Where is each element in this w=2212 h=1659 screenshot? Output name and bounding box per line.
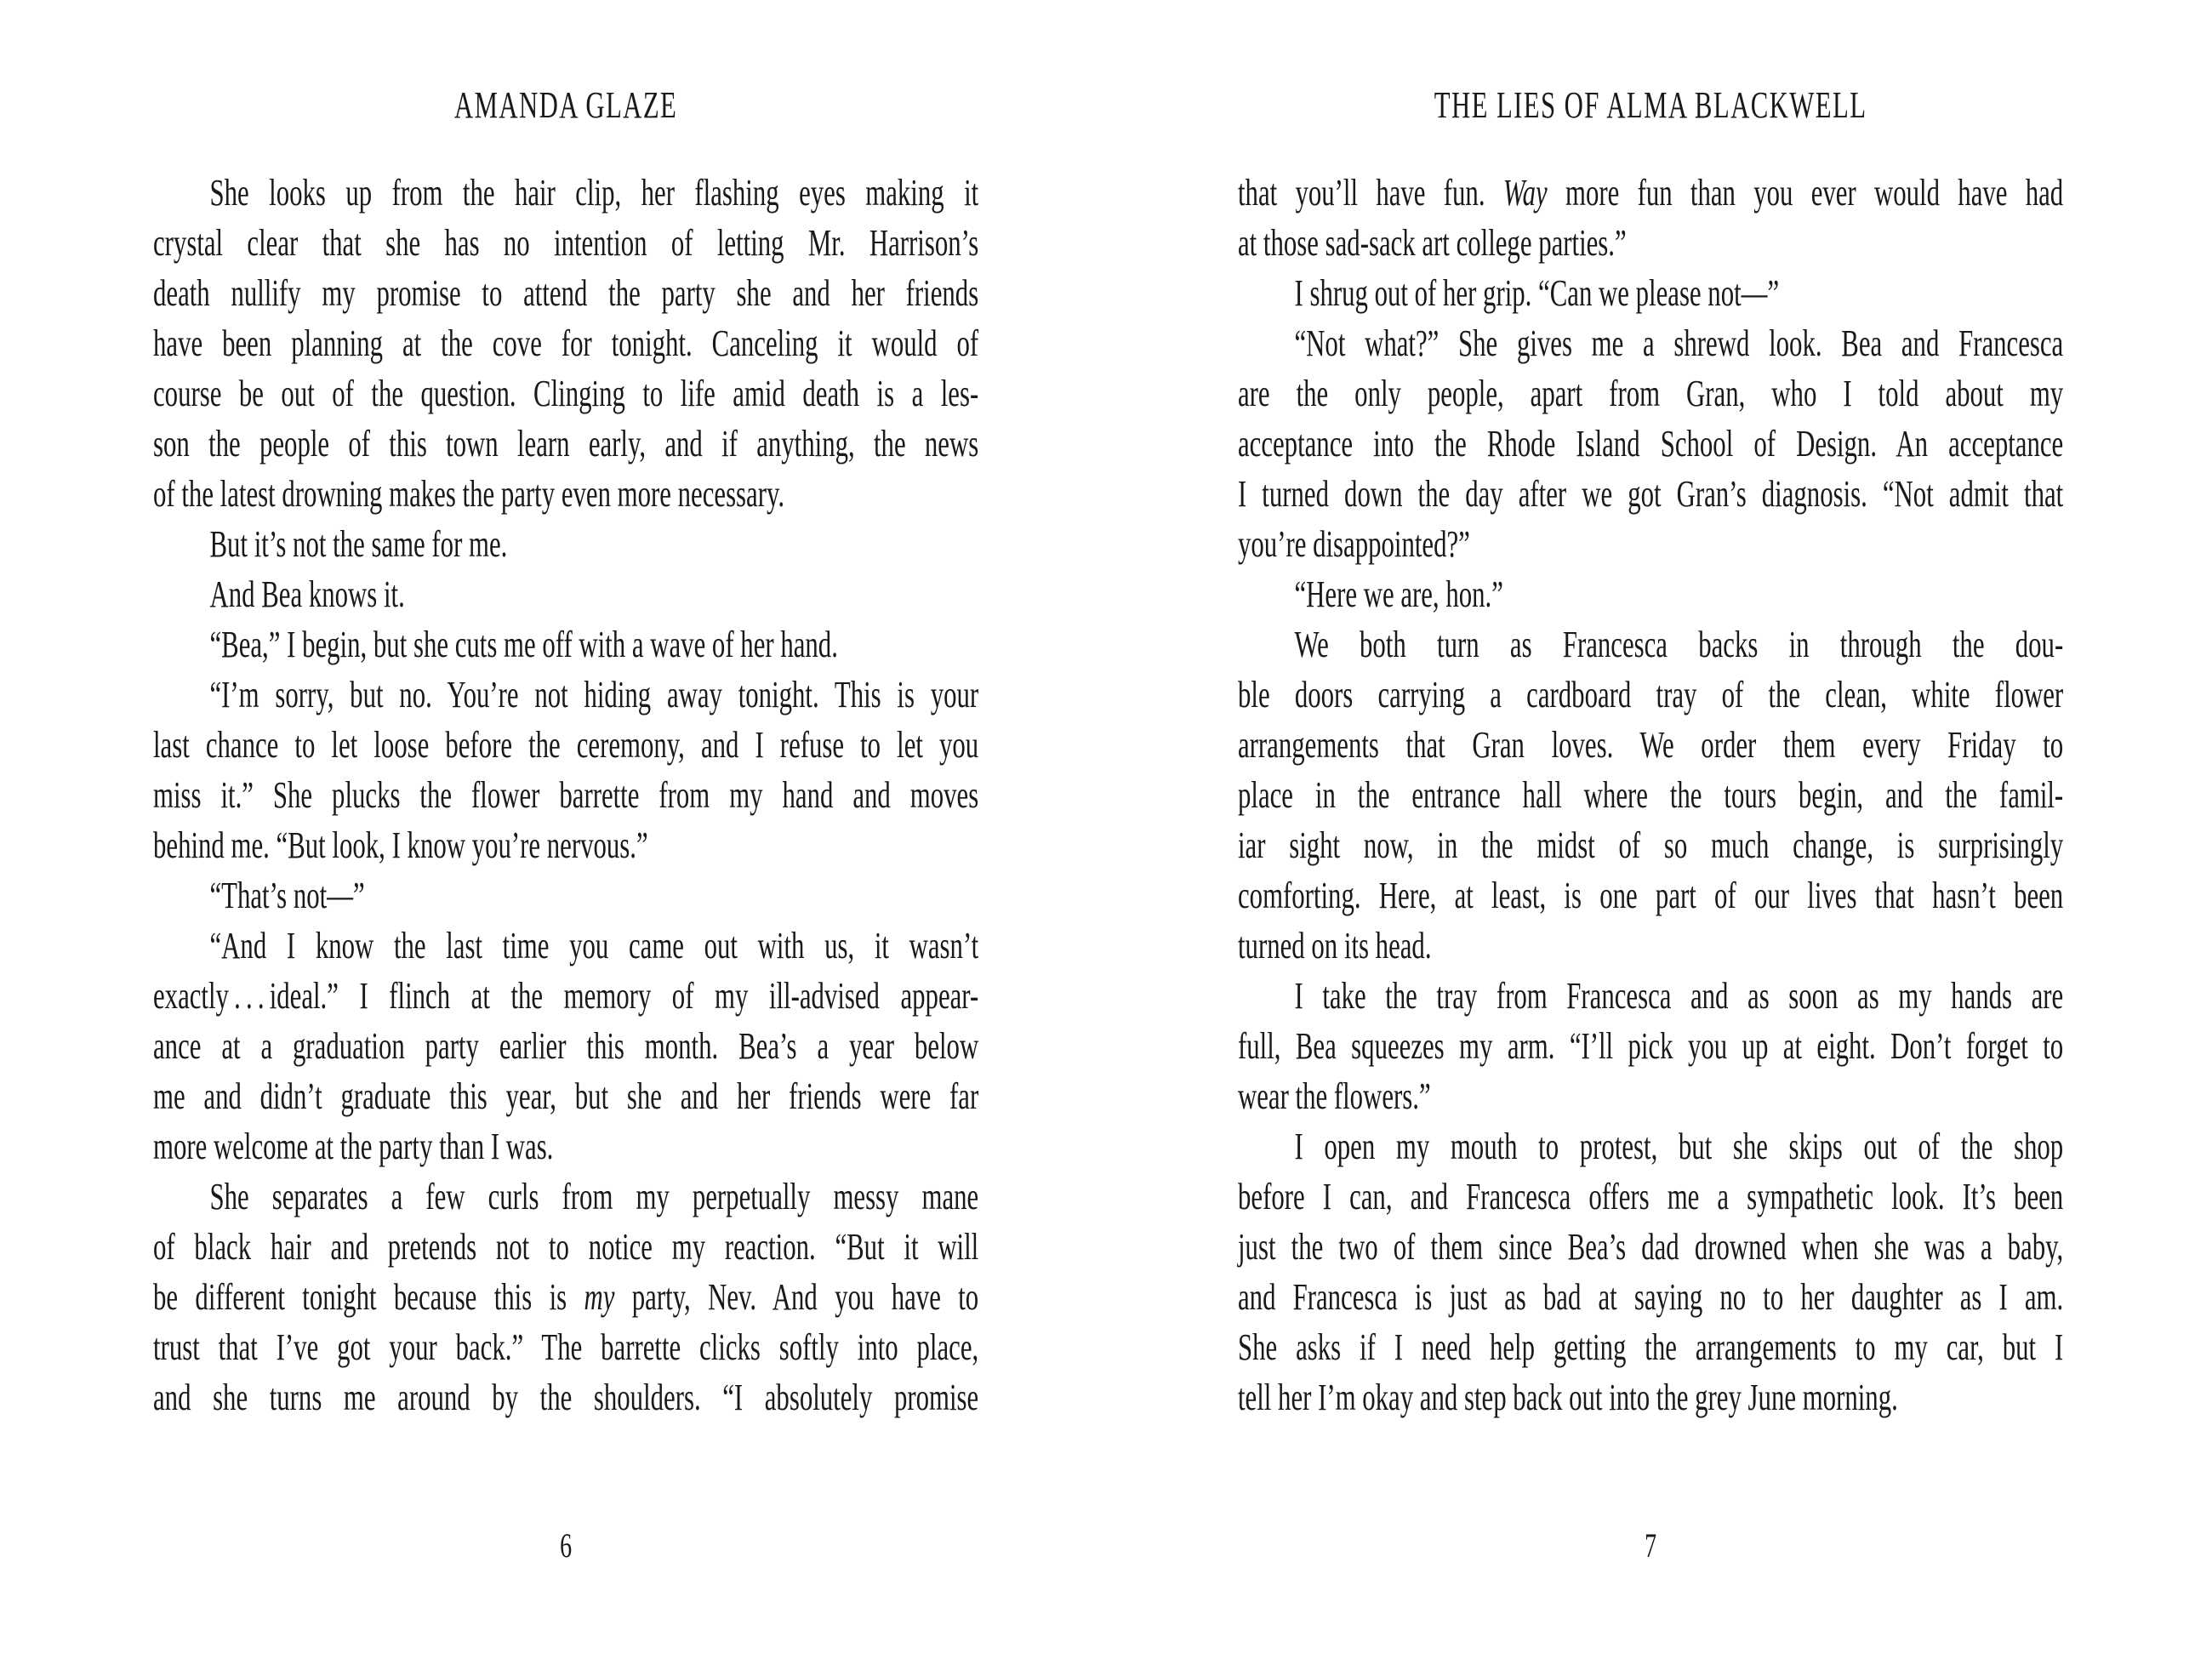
text-line: crystal clear that she has no intention of letting Mr. Harrison’s: [153, 222, 979, 264]
page-right: [1238, 0, 2063, 1659]
text-line: of black hair and pretends not to notice my reaction. “But it will: [153, 1226, 979, 1268]
text-line: But it’s not the same for me.: [209, 523, 508, 565]
text-line: son the people of this town learn early, and if anything, the news: [153, 423, 979, 465]
text-line: arrangements that Gran loves. We order them every Friday to: [1238, 724, 2064, 766]
text-line: turned on its head.: [1238, 925, 1432, 966]
text-line: before I can, and Francesca offers me a sympathetic look. It’s been: [1238, 1176, 2064, 1217]
text-line: She asks if I need help getting the arrangements to my car, but I: [1238, 1326, 2064, 1368]
running-head-title: THE LIES OF ALMA BLACKWELL: [1434, 84, 1867, 126]
text-line: death nullify my promise to attend the party she and her friends: [153, 272, 979, 314]
text-line: behind me. “But look, I know you’re nervous.”: [153, 824, 648, 866]
text-line: She separates a few curls from my perpetually messy mane: [209, 1176, 979, 1217]
text-line: “That’s not—”: [209, 875, 365, 916]
text-line: “And I know the last time you came out with us, it wasn’t: [209, 925, 979, 966]
text-line: “Bea,” I begin, but she cuts me off with a wave of her hand.: [209, 624, 838, 665]
text-line: I open my mouth to protest, but she skips out of the shop: [1294, 1126, 2064, 1167]
text-line: that you’ll have fun. Way more fun than you ever would have had: [1238, 172, 2064, 214]
text-line: trust that I’ve got your back.” The barrette clicks softly into place,: [153, 1326, 979, 1368]
text-line: and she turns me around by the shoulders. “I absolutely promise: [153, 1377, 979, 1418]
text-line: We both turn as Francesca backs in through the dou-: [1294, 624, 2064, 665]
text-line: course be out of the question. Clinging to life amid death is a les-: [153, 373, 979, 414]
page-text-left: [153, 168, 978, 1422]
text-line: She looks up from the hair clip, her flashing eyes making it: [209, 172, 979, 214]
text-line: last chance to let loose before the ceremony, and I refuse to let you: [153, 724, 979, 766]
page-left: [153, 0, 978, 1659]
text-line: acceptance into the Rhode Island School of Design. An acceptance: [1238, 423, 2064, 465]
text-line: and Francesca is just as bad at saying no to her daughter as I am.: [1238, 1276, 2064, 1318]
text-line: “Here we are, hon.”: [1294, 573, 1503, 615]
text-line: ance at a graduation party earlier this month. Bea’s a year below: [153, 1025, 979, 1067]
text-line: are the only people, apart from Gran, who I told about my: [1238, 373, 2064, 414]
text-line: I shrug out of her grip. “Can we please not—”: [1294, 272, 1780, 314]
text-line: more welcome at the party than I was.: [153, 1126, 554, 1167]
text-line: wear the flowers.”: [1238, 1075, 1431, 1117]
text-line: ble doors carrying a cardboard tray of the clean, white flower: [1238, 674, 2064, 715]
page-text-right: [1238, 168, 2063, 1422]
text-line: I take the tray from Francesca and as soon as my hands are: [1294, 975, 2064, 1017]
text-line: full, Bea squeezes my arm. “I’ll pick you up at eight. Don’t forget to: [1238, 1025, 2064, 1067]
text-line: I turned down the day after we got Gran’s diagnosis. “Not admit that: [1238, 473, 2064, 515]
text-line: tell her I’m okay and step back out into the grey June morning.: [1238, 1377, 1898, 1418]
text-line: me and didn’t graduate this year, but she and her friends were far: [153, 1075, 979, 1117]
text-line: place in the entrance hall where the tours begin, and the famil-: [1238, 774, 2064, 816]
text-line: miss it.” She plucks the flower barrette from my hand and moves: [153, 774, 979, 816]
text-line: at those sad-sack art college parties.”: [1238, 222, 1627, 264]
text-line: iar sight now, in the midst of so much change, is surprisingly: [1238, 824, 2064, 866]
text-line: “Not what?” She gives me a shrewd look. Bea and Francesca: [1294, 322, 2064, 364]
text-line: just the two of them since Bea’s dad drowned when she was a baby,: [1238, 1226, 2064, 1268]
text-line: you’re disappointed?”: [1238, 523, 1470, 565]
page-number-left: 6: [560, 1526, 573, 1565]
text-line: And Bea knows it.: [209, 573, 405, 615]
text-line: exactly . . . ideal.” I flinch at the memory of my ill-advised appear-: [153, 975, 979, 1017]
text-line: “I’m sorry, but no. You’re not hiding away tonight. This is your: [209, 674, 979, 715]
text-line: of the latest drowning makes the party even more necessary.: [153, 473, 785, 515]
text-line: be different tonight because this is my party, Nev. And you have to: [153, 1276, 979, 1318]
text-line: have been planning at the cove for tonight. Canceling it would of: [153, 322, 979, 364]
running-head-author: AMANDA GLAZE: [453, 84, 678, 126]
text-line: comforting. Here, at least, is one part of our lives that hasn’t been: [1238, 875, 2064, 916]
page-number-right: 7: [1645, 1526, 1657, 1565]
